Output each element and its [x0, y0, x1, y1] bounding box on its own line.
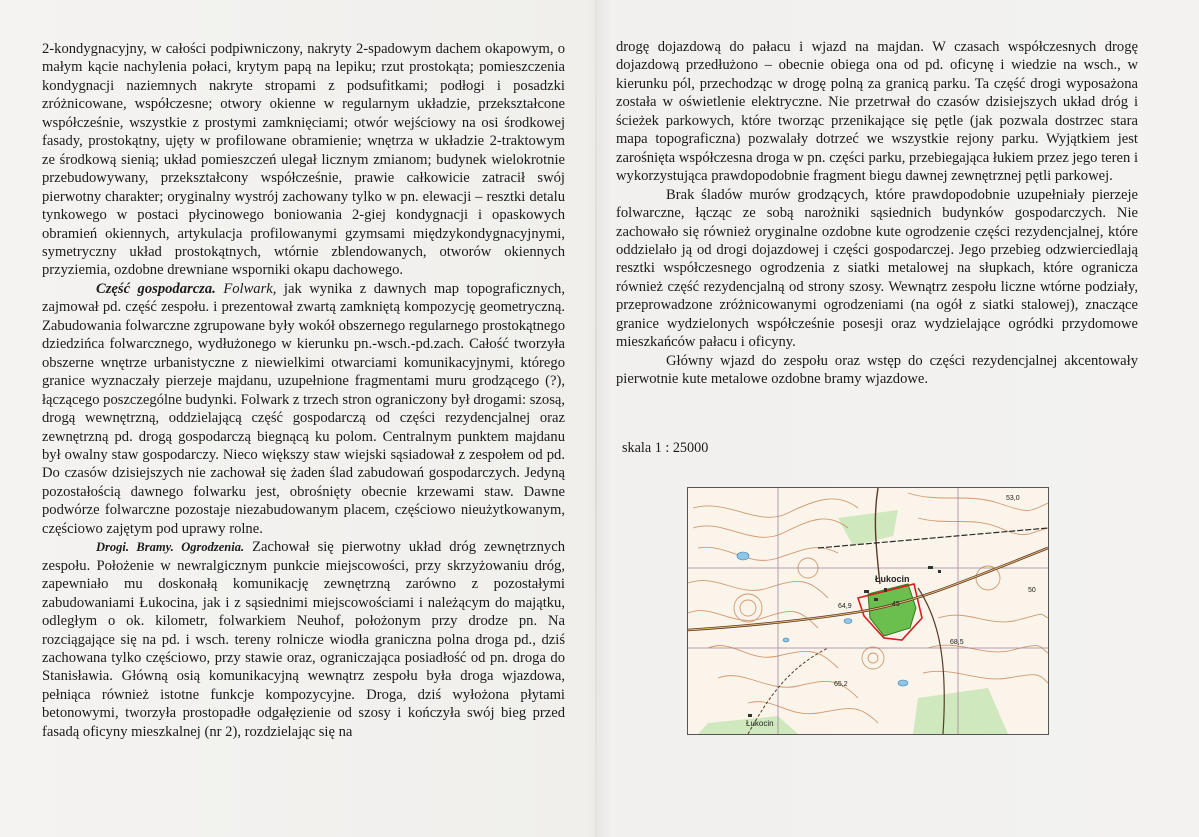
- left-text-column: [42, 40, 565, 741]
- term-folwark: Folwark,: [223, 280, 277, 297]
- right-text-column: [616, 38, 1138, 389]
- paragraph-farm-text: jak wynika z dawnych map topograficznych, zajmował pd. część zespołu. i prezentował zwartą zamkniętą kompozycję geometryczną. Zabudowania folwarczne zgrupowane były wokół obszernego regularnego prostokątnego dziedzińca folwarcznego, wydłużonego w kierunku pn.-wsch.-pd.zach. Całość tworzyła obszerne wnętrze urbanistyczne z niewielkimi otwarciami komunikacyjnymi, którego granice wyznaczały pierzeje majdanu, uzupełnione fragmentami muru grodzącego (?), łączącego poszczególne budynki. Folwark z trzech stron ograniczony był drogami: szosą, drogą wewnętrzną, oddzielającą część gospodarczą od części rezydencjalnej oraz zewnętrzną pd. drogą gospodarczą biegnącą ku polom. Centralnym punktem majdanu był owalny staw gospodarczy. Nieco większy staw wiejski sąsiadował z zespołem od pd. Do czasów dzisiejszych nie zachował się żaden ślad zabudowań gospodarczych. Jedyną pozostałością dawnego folwarku jest, obrośnięty obecnie krzewami staw. Dawne podwórze folwarczne pozostaje niezabudowanym placem, częściowo nieużytkowanym, częściowo zajętym pod uprawy rolne.: [42, 280, 565, 537]
- paragraph-access-road: drogę dojazdową do pałacu i wjazd na majdan. W czasach współczesnych drogę dojazdową przedłużono – obecnie obiega ona od pd. oficynę i wiedzie na wsch., w kierunku pól, przechodząc w drogę polną za granicą parku. Ta część drogi wyposażona została w oświetlenie elektryczne. Nie przetrwał do czasów dzisiejszych układ dróg i ścieżek parkowych, które tworząc przenikające się pętle (jak pozwala dostrzec stara mapa topograficzna) pozwalały dotrzeć we wszystkie rejony parku. Wyjątkiem jest zarośnięta współczesna droga w pn. części parku, przebiegająca łukiem przez jego teren i wykorzystująca prawdopodobnie fragment biegu dawnej zewnętrznej pętli parkowej.: [616, 39, 1138, 185]
- section-heading-roads: Drogi. Bramy. Ogrodzenia.: [96, 540, 245, 555]
- map-label-village-south: Łukocin: [746, 719, 774, 728]
- map-label-village: Łukocin: [875, 574, 910, 584]
- map-scale-label: skala 1 : 25000: [622, 440, 709, 456]
- map-label-elevation-2: 68,5: [950, 639, 964, 646]
- paragraph-roads-section: [42, 538, 565, 741]
- paragraph-walls-fences: Brak śladów murów grodzących, które prawdopodobnie uzupełniały pierzeje folwarczne, łącząc ze sobą narożniki sąsiednich budynków gospodarczych. Nie zachowało się również oryginalne ozdobne kute ogrodzenie części rezydencjalnej, które oddzielało ją od drogi dojazdowej i części gospodarczej. Jego przebieg odzwierciedlają resztki współczesnego ogrodzenia z siatki metalowej na słupkach, które ogranicza również część rezydencjalną od strony szosy. Wewnątrz zespołu liczne wtórne podziały, przeprowadzone zróżnicowanymi ogrodzeniami (na ogół z siatki stalowej), znaczące granice wydzielonych współcześnie posesji oraz wydzielające ogródki przydomowe mieszkańców pałacu i oficyny.: [616, 186, 1138, 351]
- topographic-map-image: [688, 488, 1048, 734]
- page-spine: [595, 0, 597, 837]
- paragraph-main-entrance: Główny wjazd do zespołu oraz wstęp do części rezydencjalnej akcentowały pierwotnie kute metalowe ozdobne bramy wjazdowe.: [616, 352, 1138, 388]
- paragraph-farm-section: [42, 280, 565, 538]
- map-label-elevation-top: 53,0: [1006, 495, 1020, 502]
- map-label-elevation-3: 65,2: [834, 681, 848, 688]
- section-heading-farm: Część gospodarcza.: [96, 280, 216, 297]
- paragraph-building-description: 2-kondygnacyjny, w całości podpiwniczony, nakryty 2-spadowym dachem okapowym, o małym kącie nachylenia połaci, krytym papą na lepiku; rzut prostokąta; pomieszczenia kondygnacji naziemnych nakryte stropami z podsufitkami; podłogi i posadzki zróżnicowane, współczesne; otwory okienne w regularnym układzie, przekształcone współcześnie, wszystkie z prostymi zamknięciami; otwór wejściowy na osi środkowej fasady, prostokątny, ujęty w profilowane obramienie; wnętrza w układzie 2-traktowym ze środkową sienią; układ pomieszczeń ulegał licznym zmianom; budynek wielokrotnie przebudowywany, przekształcony współcześnie, prawie całkowicie zatracił swój pierwotny charakter; oryginalny wystrój zachowany tylko w pn. elewacji – resztki detalu tynkowego w postaci płycinowego boniowania 2-giej kondygnacji i opaskowych obramień okiennych, artykulacja profilowanymi gzymsami międzykondygnacyjnymi, symetryczny układ prostokątnych, wtórnie zblendowanych, otworów okiennych przyziemia, ozdobne drewniane wsporniki okapu dachowego.: [42, 41, 565, 279]
- map-label-grid-2: 45: [892, 601, 900, 608]
- topographic-map: [687, 487, 1049, 735]
- paragraph-roads-text: Zachował się pierwotny układ dróg zewnętrznych zespołu. Położenie w newralgicznym punkcie miejscowości, przy skrzyżowaniu dróg, zapewniało mu doskonałą komunikację zewnętrzną zarówno z pozostałymi zabudowaniami Łukocina, jak i z sąsiednimi miejscowościami i należącym do majątku, odległym o ok. kilometr, folwarkiem Neuhof, położonym przy drodze pn. Na rozciągające się na pd. i wsch. tereny rolnicze wiodła graniczna polna droga pd., dziś zachowana tylko częściowo, przy stawie oraz, ograniczająca posiadłość od pn. droga do Stanisławia. Główną osią komunikacyjną wewnątrz zespołu była droga wjazdowa, pełniąca również istotne funkcje kompozycyjne. Droga, dziś wyłożona płytami betonowymi, tworzyła prostopadłe odgałęzienie od szosy i kończyła swój bieg przed fasadą oficyny mieszkalnej (nr 2), rozdzielając się na: [42, 539, 565, 740]
- map-label-grid-1: 50: [1028, 587, 1036, 594]
- map-label-elevation-1: 64,9: [838, 603, 852, 610]
